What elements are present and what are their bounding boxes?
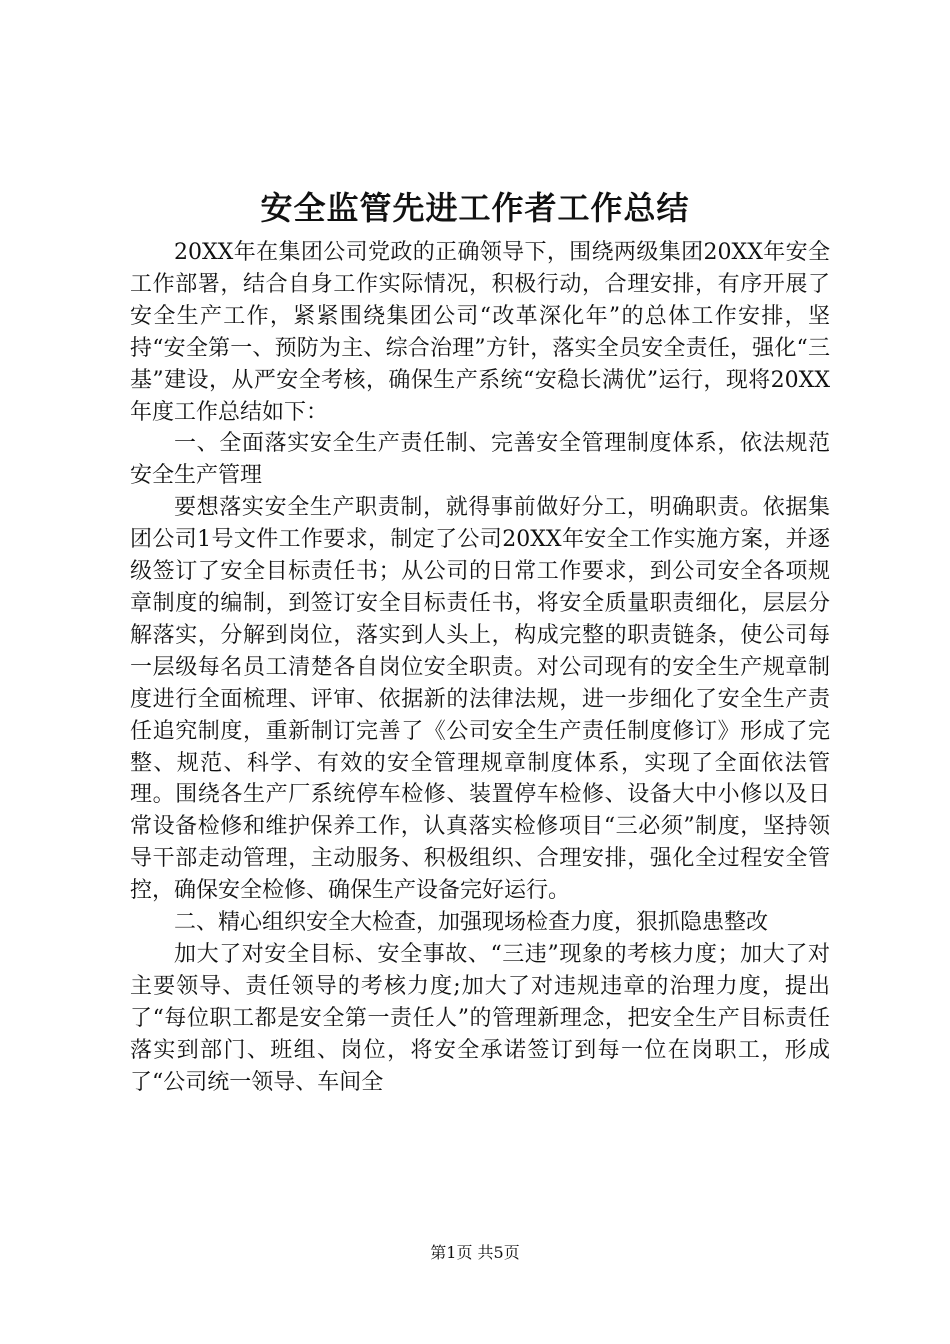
section-heading-2: 二、精心组织安全大检查，加强现场检查力度，狠抓隐患整改 xyxy=(174,910,769,936)
body-paragraph: 要想落实安全生产职责制，就得事前做好分工，明确职责。依据集团公司1号文件工作要求，制定了公司20XX年安全工作实施方案，并逐级签订了安全目标责任书；从公司的日常工作要求，到公司安全各项规章制度的编制，到签订安全目标责任书，将安全质量职责细化，层层分解落实，分解到岗位，落实到人头上，构成完整的职责链条，使公司每一层级每名员工清楚各自岗位安全职责。对公司现有的安全生产规章制度进行全面梳理、评审、依据新的法律法规，进一步细化了安全生产责任追究制度，重新制订完善了《公司安全生产责任制度修订》形成了完整、规范、科学、有效的安全管理规章制度体系，实现了全面依法管理。围绕各生产厂系统停车检修、装置停车检修、设备大中小修以及日常设备检修和维护保养工作，认真落实检修项目“三必须”制度，坚持领导干部走动管理，主动服务、积极组织、合理安排，强化全过程安全管控，确保安全检修、确保生产设备完好运行。 xyxy=(130,495,830,904)
section-heading-1: 一、全面落实安全生产责任制、完善安全管理制度体系，依法规范安全生产管理 xyxy=(130,431,830,489)
document-body xyxy=(130,237,830,1098)
document-title: 安全监管先进工作者工作总结 xyxy=(260,189,690,227)
page-footer: 第1页 共5页 xyxy=(430,1243,520,1262)
body-paragraph: 加大了对安全目标、安全事故、“三违”现象的考核力度；加大了对主要领导、责任领导的考核力度;加大了对违规违章的治理力度，提出了“每位职工都是安全第一责任人”的管理新理念，把安全生产目标责任落实到部门、班组、岗位，将安全承诺签订到每一位在岗职工，形成了“公司统一领导、车间全 xyxy=(130,941,830,1095)
intro-paragraph: 20XX年在集团公司党政的正确领导下，围绕两级集团20XX年安全工作部署，结合自身工作实际情况，积极行动，合理安排，有序开展了安全生产工作，紧紧围绕集团公司“改革深化年”的总体工作安排，坚持“安全第一、预防为主、综合治理”方针，落实全员安全责任，强化“三基”建设，从严安全考核，确保生产系统“安稳长满优”运行，现将20XX年度工作总结如下： xyxy=(130,240,830,425)
